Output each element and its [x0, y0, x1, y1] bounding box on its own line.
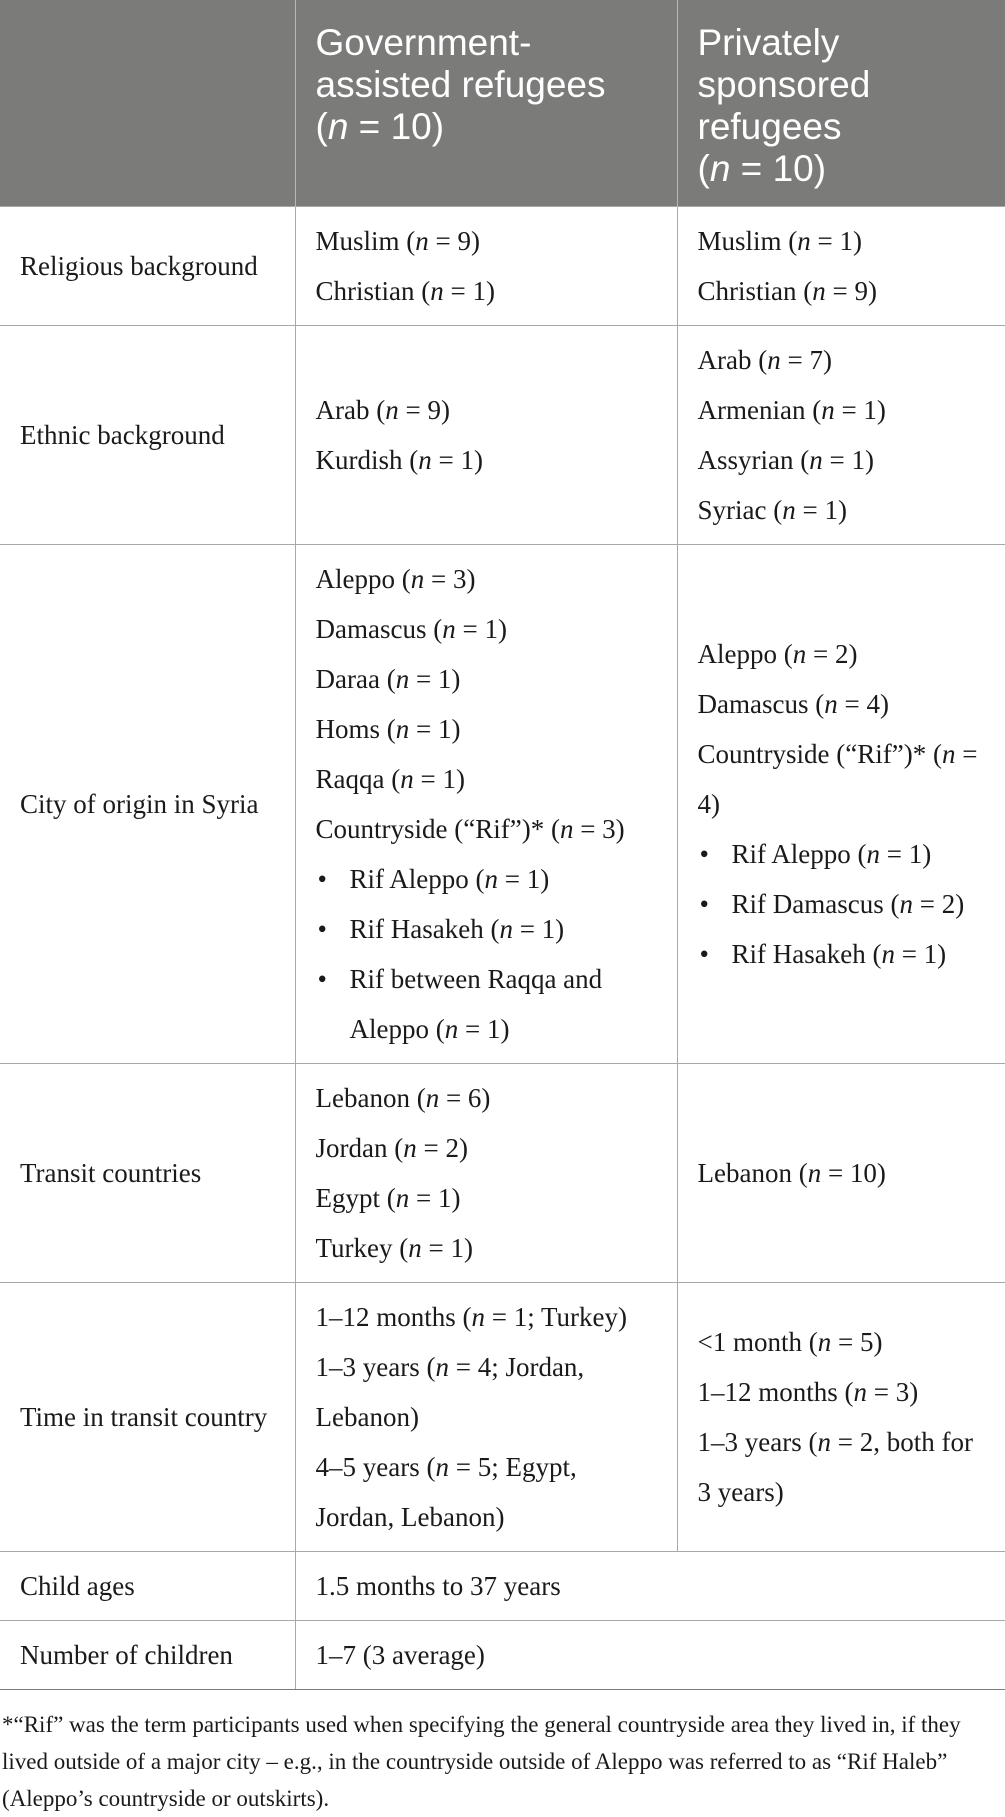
row-label: Religious background	[0, 207, 295, 326]
priv-cell	[677, 545, 1005, 1064]
gov-cell	[295, 545, 677, 1064]
cell-line: Christian (n = 1)	[315, 276, 495, 306]
table-row	[0, 207, 1005, 326]
header-gov-line: (n = 10)	[315, 106, 445, 147]
priv-cell	[677, 1283, 1005, 1552]
cell-line: Daraa (n = 1)	[315, 664, 461, 694]
gov-cell	[295, 326, 677, 545]
row-label: Time in transit country	[0, 1283, 295, 1552]
priv-cell	[677, 207, 1005, 326]
bullet-item: • Rif Aleppo (n = 1)	[316, 854, 659, 904]
row-label: Transit countries	[0, 1064, 295, 1283]
table-row	[0, 1283, 1005, 1552]
cell-line: Aleppo (n = 3)	[315, 564, 476, 594]
bullet-item: • Rif Aleppo (n = 1)	[698, 829, 988, 879]
cell-line: 1–12 months (n = 1; Turkey)	[315, 1302, 628, 1332]
table-row	[0, 1621, 1005, 1690]
row-label: City of origin in Syria	[0, 545, 295, 1064]
combined-cell: 1–7 (3 average)	[295, 1621, 1005, 1690]
cell-line: Arab (n = 9)	[315, 395, 450, 425]
priv-cell	[677, 326, 1005, 545]
cell-line: Armenian (n = 1)	[697, 395, 886, 425]
priv-cell	[677, 1064, 1005, 1283]
cell-line: Egypt (n = 1)	[315, 1183, 461, 1213]
cell-line: <1 month (n = 5)	[697, 1327, 883, 1357]
row-label: Ethnic background	[0, 326, 295, 545]
cell-line: Jordan (n = 2)	[315, 1133, 468, 1163]
table-row	[0, 1064, 1005, 1283]
bullet-item: • Rif between Raqqa and Aleppo (n = 1)	[316, 954, 659, 1054]
header-privately-sponsored	[677, 0, 1005, 207]
bullet-item: • Rif Hasakeh (n = 1)	[698, 929, 988, 979]
cell-line: Aleppo (n = 2)	[697, 639, 858, 669]
row-label: Number of children	[0, 1621, 295, 1690]
cell-line: Countryside (“Rif”)* (n = 3)	[315, 814, 625, 844]
header-empty-cell	[0, 0, 295, 207]
cell-line: 1–12 months (n = 3)	[697, 1377, 919, 1407]
cell-line: Damascus (n = 4)	[697, 689, 889, 719]
cell-line: Muslim (n = 1)	[697, 226, 862, 256]
cell-line: Kurdish (n = 1)	[315, 445, 483, 475]
table-row	[0, 326, 1005, 545]
table-footnote: *“Rif” was the term participants used when specifying the general countryside area they lived in, if they lived outside of a major city – e.g., in the countryside outside of Aleppo was referred to as “Rif Haleb” (Aleppo’s countryside or outskirts).	[2, 1712, 961, 1811]
header-priv-line: refugees	[697, 106, 842, 147]
cell-line: Christian (n = 9)	[697, 276, 877, 306]
cell-line: 4–5 years (n = 5; Egypt, Jordan, Lebanon)	[315, 1452, 577, 1532]
cell-line: Assyrian (n = 1)	[697, 445, 874, 475]
cell-line: Arab (n = 7)	[697, 345, 832, 375]
gov-cell	[295, 1283, 677, 1552]
cell-line: Raqqa (n = 1)	[315, 764, 465, 794]
header-priv-line: (n = 10)	[697, 148, 827, 189]
header-priv-line: sponsored	[697, 64, 871, 105]
cell-line: Damascus (n = 1)	[315, 614, 507, 644]
cell-line: Muslim (n = 9)	[315, 226, 480, 256]
bullet-item: • Rif Damascus (n = 2)	[698, 879, 988, 929]
cell-line: Countryside (“Rif”)* (n = 4)	[697, 739, 978, 819]
cell-line: 1–3 years (n = 2, both for 3 years)	[697, 1427, 973, 1507]
bullet-item: • Rif Hasakeh (n = 1)	[316, 904, 659, 954]
header-government-assisted	[295, 0, 677, 207]
header-gov-line: assisted refugees	[315, 64, 606, 105]
row-label: Child ages	[0, 1552, 295, 1621]
cell-line: Lebanon (n = 6)	[315, 1083, 491, 1113]
table-row	[0, 545, 1005, 1064]
cell-line: Lebanon (n = 10)	[697, 1158, 886, 1188]
cell-line: Syriac (n = 1)	[697, 495, 847, 525]
cell-line: 1–3 years (n = 4; Jordan, Lebanon)	[315, 1352, 585, 1432]
header-gov-line: Government-	[315, 22, 532, 63]
combined-cell: 1.5 months to 37 years	[295, 1552, 1005, 1621]
table-header-row	[0, 0, 1005, 207]
gov-cell	[295, 1064, 677, 1283]
cell-line: Homs (n = 1)	[315, 714, 461, 744]
cell-line: Turkey (n = 1)	[315, 1233, 473, 1263]
table-row	[0, 1552, 1005, 1621]
header-priv-line: Privately	[697, 22, 840, 63]
gov-cell	[295, 207, 677, 326]
